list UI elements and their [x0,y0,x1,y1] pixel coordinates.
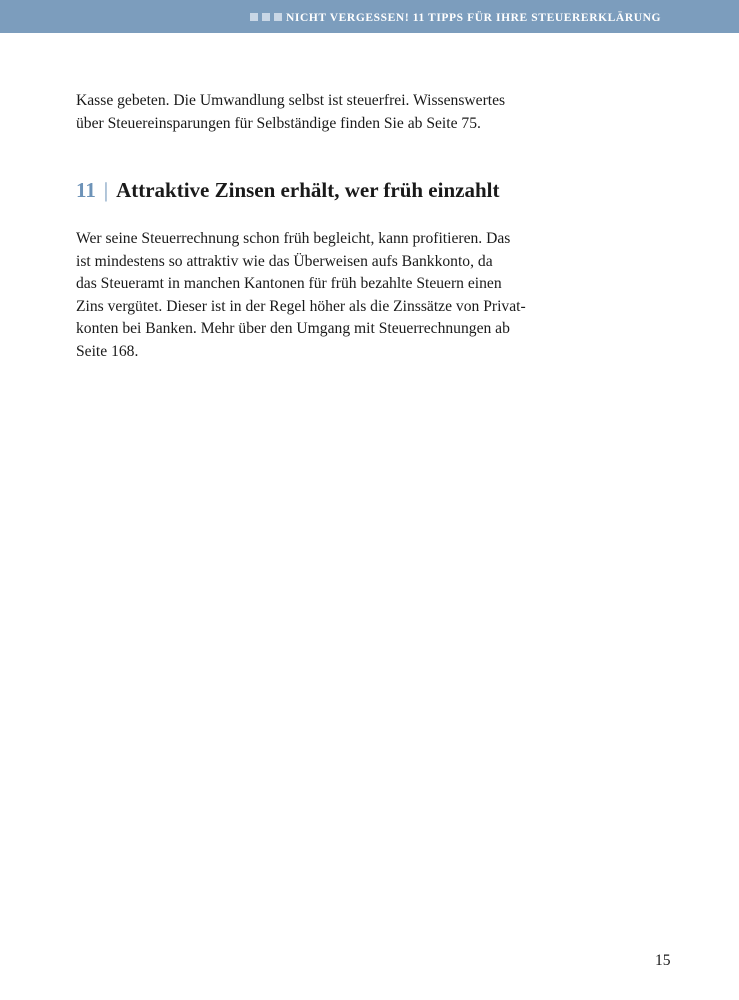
text-line: konten bei Banken. Mehr über den Umgang mit Steuerrechnungen ab [76,320,510,338]
square-icon [262,13,270,21]
running-header-title: NICHT VERGESSEN! 11 TIPPS FÜR IHRE STEUERERKLÄRUNG [286,12,662,24]
section-separator: | [103,178,109,202]
text-line: das Steueramt in manchen Kantonen für früh bezahlte Steuern einen [76,275,502,293]
section-paragraph [76,228,636,364]
text-line: ist mindestens so attraktiv wie das Überweisen aufs Bankkonto, da [76,252,493,270]
text-line: über Steuereinsparungen für Selbständige finden Sie ab Seite 75. [76,114,481,132]
text-line: Kasse gebeten. Die Umwandlung selbst ist steuerfrei. Wissenswertes [76,92,506,109]
text-line: Seite 168. [76,342,139,360]
paragraph-continued [76,90,636,135]
section-heading [76,176,499,204]
section-title: Attraktive Zinsen erhält, wer früh einzahlt [116,178,500,202]
square-icon [250,13,258,21]
square-icon [274,13,282,21]
three-squares-icon [250,13,282,22]
page-number: 15 [655,952,671,969]
running-header [0,0,739,33]
text-line: Wer seine Steuerrechnung schon früh begleicht, kann profitieren. Das [76,230,511,247]
text-line: Zins vergütet. Dieser ist in der Regel höher als die Zinssätze von Privat- [76,297,526,315]
section-number: 11 [76,178,96,202]
